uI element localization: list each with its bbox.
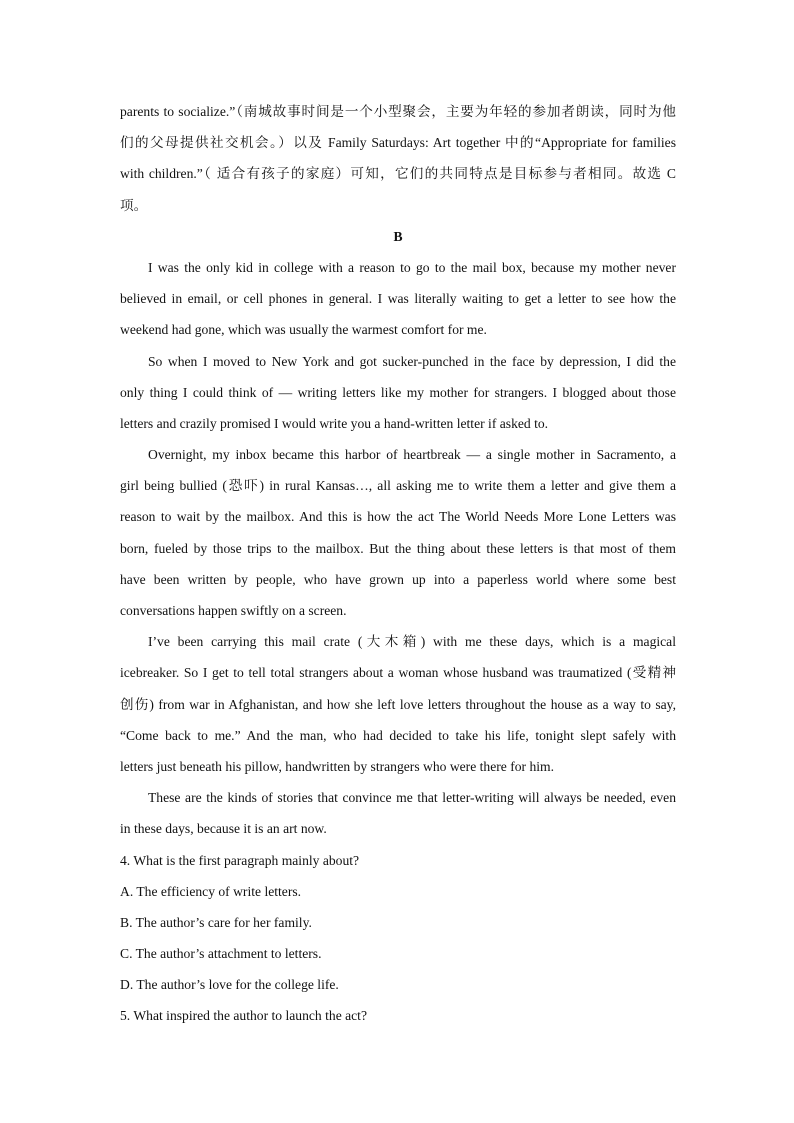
- section-heading: B: [393, 228, 403, 244]
- passage-line: girl being bullied (恐吓) in rural Kansas…, all asking me to write them a letter and give them a: [120, 478, 676, 494]
- answer-option-d: D. The author’s love for the college life.: [120, 977, 339, 993]
- passage-line: have been written by people, who have grown up into a paperless world where some best: [120, 571, 676, 587]
- passage-line: weekend had gone, which was usually the warmest comfort for me.: [120, 322, 487, 338]
- passage-line: only thing I could think of — writing letters like my mother for strangers. I blogged about those: [120, 384, 676, 400]
- answer-option-c: C. The author’s attachment to letters.: [120, 946, 322, 962]
- passage-line: in these days, because it is an art now.: [120, 821, 327, 837]
- passage-line: born, fueled by those trips to the mailbox. But the thing about these letters is that most of them: [120, 540, 676, 556]
- passage-line: believed in email, or cell phones in general. I was literally waiting to get a letter to see how the: [120, 291, 676, 307]
- passage-line: 创伤) from war in Afghanistan, and how she left love letters throughout the house as a way to say,: [120, 696, 676, 712]
- explanation-line: 项。: [120, 197, 148, 213]
- passage-line: Overnight, my inbox became this harbor of heartbreak — a single mother in Sacramento, a: [148, 447, 676, 463]
- passage-line: So when I moved to New York and got sucker-punched in the face by depression, I did the: [148, 353, 676, 369]
- passage-paragraph: [120, 346, 676, 440]
- answer-option-a: A. The efficiency of write letters.: [120, 883, 302, 899]
- answer-option-b: B. The author’s care for her family.: [120, 914, 312, 930]
- question-stem: 5. What inspired the author to launch the act?: [120, 1008, 367, 1024]
- passage-line: I’ve been carrying this mail crate (大木箱) with me these days, which is a magical: [148, 634, 676, 650]
- question-5: [120, 1000, 676, 1031]
- question-4: [120, 845, 676, 1001]
- passage: [120, 252, 676, 845]
- explanation-line: parents to socialize.”（南城故事时间是一个小型聚会，主要为年轻的参加者朗读，同时为他: [120, 104, 676, 119]
- explanation-block: [120, 96, 676, 221]
- passage-paragraph: [120, 626, 676, 782]
- passage-line: I was the only kid in college with a reason to go to the mail box, because my mother never: [148, 259, 676, 275]
- explanation-line: with children.”（ 适合有孩子的家庭）可知，它们的共同特点是目标参与者相同。故选 C: [120, 166, 676, 182]
- passage-paragraph: [120, 252, 676, 346]
- passage-line: “Come back to me.” And the man, who had decided to take his life, tonight slept safely with: [120, 727, 676, 743]
- question-stem: 4. What is the first paragraph mainly about?: [120, 852, 360, 868]
- passage-paragraph: [120, 782, 676, 844]
- passage-line: These are the kinds of stories that convince me that letter-writing will always be needed, even: [148, 790, 676, 806]
- passage-line: letters and crazily promised I would write you a hand-written letter if asked to.: [120, 415, 549, 431]
- passage-line: letters just beneath his pillow, handwritten by strangers who were there for him.: [120, 758, 555, 774]
- passage-line: conversations happen swiftly on a screen.: [120, 603, 347, 618]
- passage-paragraph: [120, 439, 676, 626]
- explanation-line: 们的父母提供社交机会。）以及 Family Saturdays: Art together 中的“Appropriate for families: [120, 135, 676, 151]
- document-content: [120, 96, 676, 1032]
- passage-line: reason to wait by the mailbox. And this is how the act The World Needs More Lone Letters was: [120, 509, 676, 525]
- passage-line: icebreaker. So I get to tell total strangers about a woman whose husband was traumatized (受精神: [120, 665, 676, 681]
